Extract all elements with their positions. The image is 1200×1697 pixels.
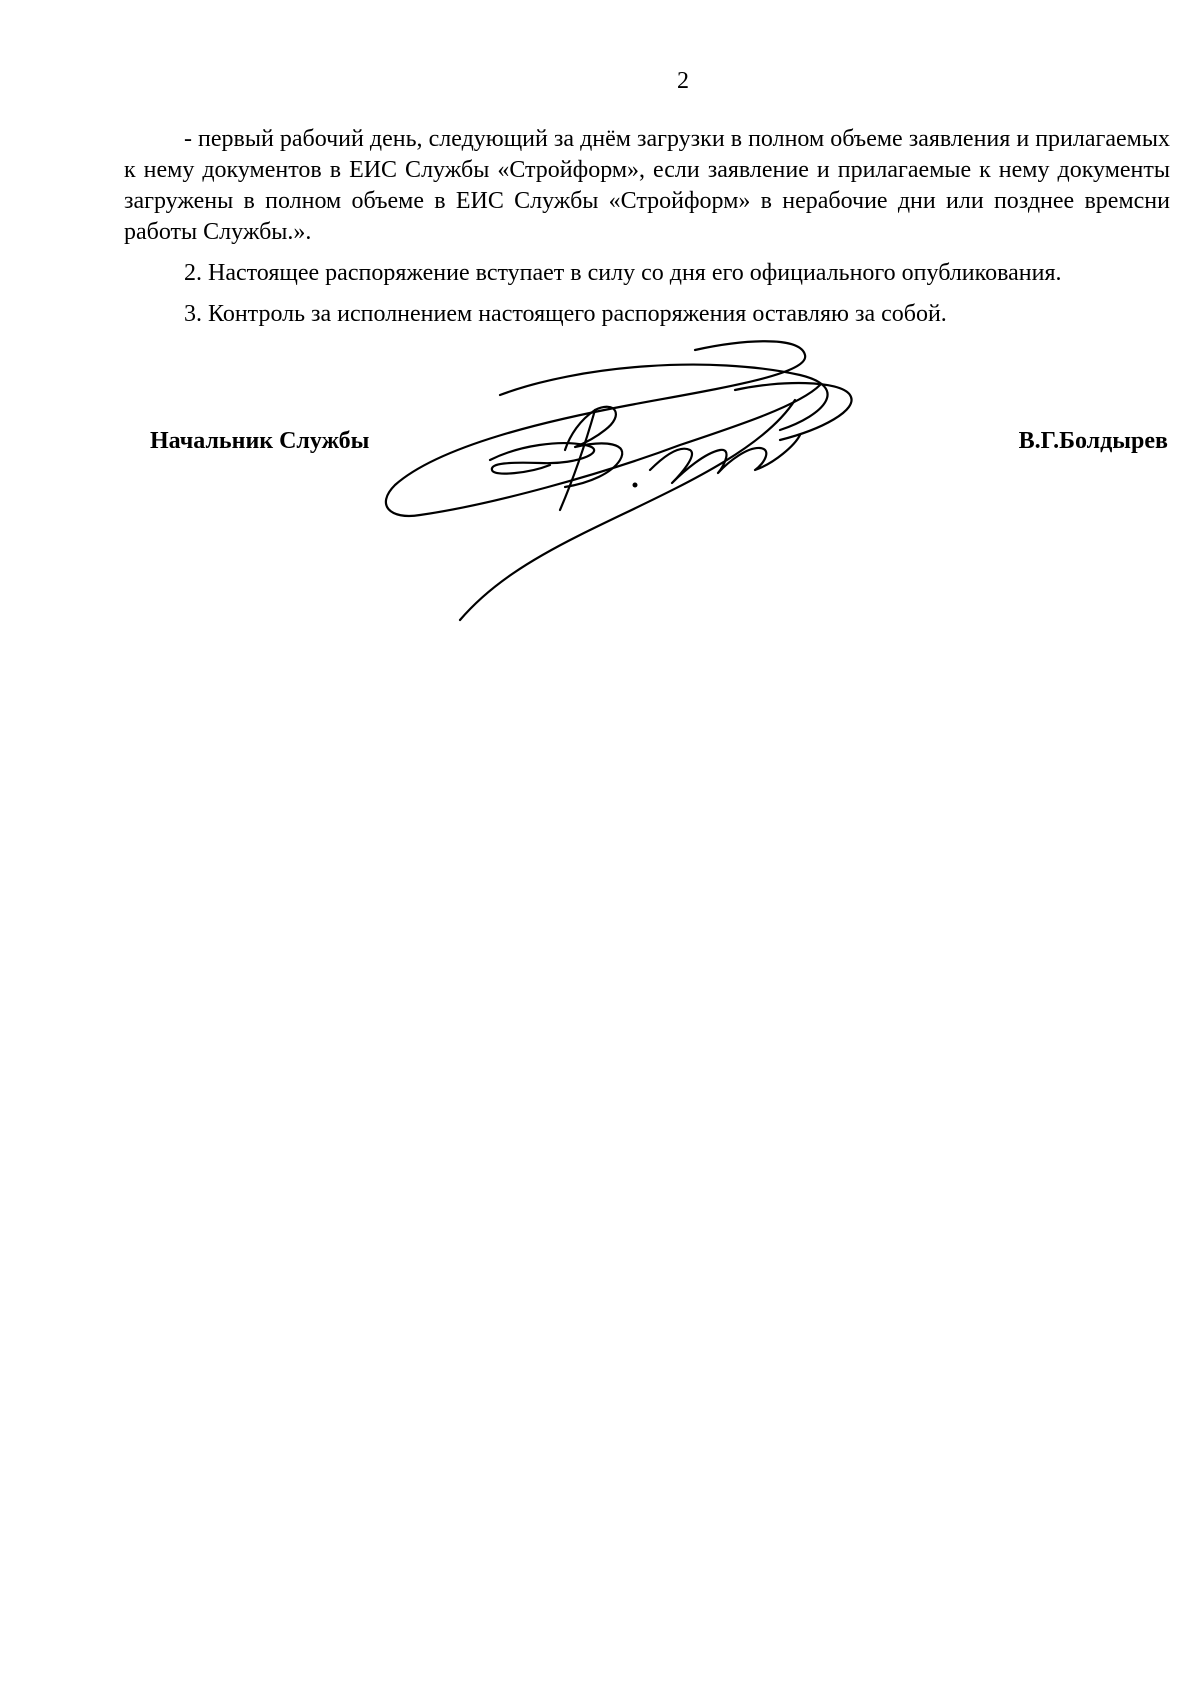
handwritten-signature <box>380 335 890 625</box>
paragraph-control: 3. Контроль за исполнением настоящего распоряжения оставляю за собой. <box>184 301 947 327</box>
document-body <box>124 124 1170 340</box>
signature-block <box>150 428 1168 462</box>
page-number <box>0 66 1200 96</box>
page-number-text: 2 <box>677 68 689 94</box>
paragraph-deadline: - первый рабочий день, следующий за днём загрузки в полном объеме заявления и прилагаемых к нему документов в ЕИС Службы «Стройформ», если заявление и прилагаемые к нему документы загружены в полном объеме в ЕИС Службы «Стройформ» в нерабочие дни или позднее времсни работы Службы.». <box>124 126 1170 245</box>
signer-title: Начальник Службы <box>150 428 370 454</box>
paragraph-effective-date: 2. Настоящее распоряжение вступает в силу со дня его официального опубликования. <box>184 260 1062 286</box>
signer-name: В.Г.Болдырев <box>1018 428 1168 454</box>
